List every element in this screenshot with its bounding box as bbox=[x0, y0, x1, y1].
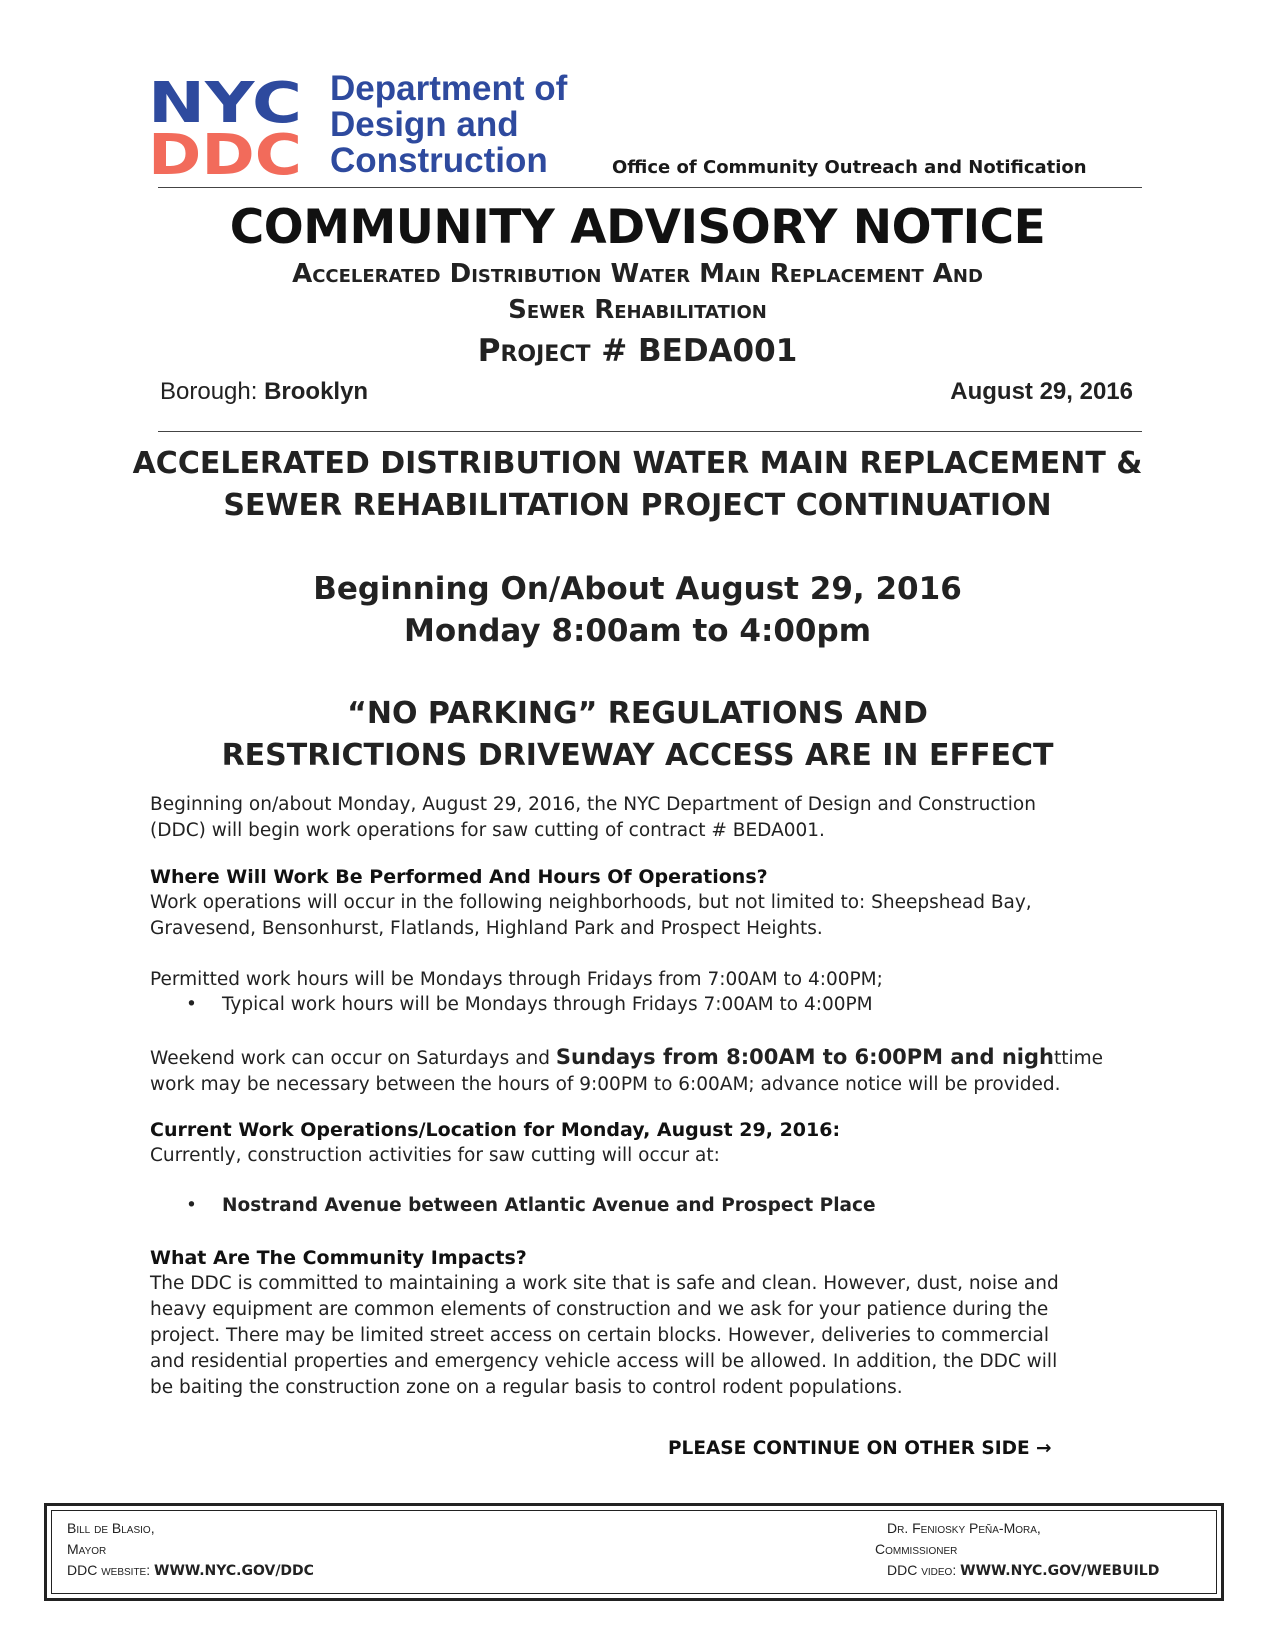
parking-notice bbox=[0, 693, 1275, 777]
continue-note: PLEASE CONTINUE ON OTHER SIDE → bbox=[668, 1438, 1052, 1459]
schedule-line2: Monday 8:00am to 4:00pm bbox=[404, 613, 871, 649]
website-url[interactable]: WWW.NYC.GOV/DDC bbox=[154, 1563, 314, 1579]
page-title: COMMUNITY ADVISORY NOTICE bbox=[229, 200, 1046, 255]
video-url[interactable]: WWW.NYC.GOV/WEBUILD bbox=[960, 1563, 1160, 1579]
where-paragraph bbox=[150, 890, 1130, 942]
schedule-line1: Beginning On/About August 29, 2016 bbox=[313, 571, 962, 607]
header-divider bbox=[158, 187, 1142, 188]
headline bbox=[0, 443, 1275, 527]
weekend-part2: Sundays from 8:00AM to 6:00PM and nigh bbox=[555, 1045, 1054, 1069]
impacts-heading: What Are The Community Impacts? bbox=[150, 1247, 527, 1269]
borough bbox=[160, 378, 368, 406]
bullet-icon: • bbox=[186, 1195, 197, 1216]
intro-paragraph bbox=[150, 792, 1130, 844]
where-line2: Gravesend, Bensonhurst, Flatlands, Highland Park and Prospect Heights. bbox=[150, 918, 823, 939]
impacts-line5: be baiting the construction zone on a regular basis to control rodent populations. bbox=[150, 1377, 903, 1398]
headline-line2: SEWER REHABILITATION PROJECT CONTINUATION bbox=[223, 488, 1052, 523]
weekend-paragraph bbox=[150, 1044, 1130, 1098]
footer-box bbox=[44, 1503, 1224, 1601]
weekend-line1 bbox=[150, 1044, 1130, 1072]
impacts-line3: project. There may be limited street access on certain blocks. However, deliveries to commercial bbox=[150, 1325, 1050, 1346]
parking-line2: RESTRICTIONS DRIVEWAY ACCESS ARE IN EFFECT bbox=[221, 738, 1054, 773]
typical-hours: Typical work hours will be Mondays through Fridays 7:00AM to 4:00PM bbox=[222, 994, 873, 1015]
weekend-part3: ttime bbox=[1053, 1048, 1104, 1069]
impacts-line1: The DDC is committed to maintaining a work site that is safe and clean. However, dust, noise and bbox=[150, 1273, 1059, 1294]
logo-ddc-text: DDC bbox=[148, 123, 302, 176]
impacts-line2: heavy equipment are common elements of construction and we ask for your patience during the bbox=[150, 1299, 1049, 1320]
website bbox=[67, 1562, 314, 1579]
logo-name-line2: Design and bbox=[330, 105, 519, 144]
headline-line1: ACCELERATED DISTRIBUTION WATER MAIN REPLACEMENT & bbox=[132, 446, 1143, 481]
borough-value: Brooklyn bbox=[264, 378, 369, 405]
website-label: DDC website: bbox=[67, 1562, 155, 1578]
title-divider bbox=[158, 431, 1142, 432]
nyc-ddc-logo bbox=[148, 76, 304, 176]
work-location: Nostrand Avenue between Atlantic Avenue and Prospect Place bbox=[222, 1195, 876, 1216]
permitted-hours: Permitted work hours will be Mondays through Fridays from 7:00AM to 4:00PM; bbox=[150, 969, 883, 990]
commissioner-name: Dr. Feniosky Peña-Mora, bbox=[887, 1520, 1041, 1536]
footer-inner-border bbox=[51, 1510, 1217, 1594]
mayor-name: Bill de Blasio, bbox=[67, 1520, 155, 1536]
impacts-line4: and residential properties and emergency vehicle access will be allowed. In addition, the DDC will bbox=[150, 1351, 1058, 1372]
parking-line1: “NO PARKING” REGULATIONS AND bbox=[347, 696, 928, 731]
weekend-line2: work may be necessary between the hours of 9:00PM to 6:00AM; advance notice will be provided. bbox=[150, 1074, 1061, 1095]
intro-line1: Beginning on/about Monday, August 29, 2016, the NYC Department of Design and Construction bbox=[150, 794, 1036, 815]
notice-date: August 29, 2016 bbox=[950, 378, 1133, 405]
logo-name-line1: Department of bbox=[330, 69, 568, 108]
current-line: Currently, construction activities for saw cutting will occur at: bbox=[150, 1145, 720, 1166]
video bbox=[887, 1562, 1159, 1579]
logo-name-line3: Construction bbox=[330, 141, 548, 180]
schedule bbox=[0, 568, 1275, 652]
mayor-title: Mayor bbox=[67, 1541, 107, 1557]
office-name: Office of Community Outreach and Notification bbox=[612, 157, 1087, 178]
weekend-part1: Weekend work can occur on Saturdays and bbox=[150, 1048, 556, 1069]
where-line1: Work operations will occur in the following neighborhoods, but not limited to: Sheepshead Bay, bbox=[150, 892, 1032, 913]
video-label: DDC video: bbox=[887, 1562, 961, 1578]
impacts-paragraph bbox=[150, 1271, 1130, 1401]
logo-nyc-text: NYC bbox=[148, 76, 302, 136]
where-heading: Where Will Work Be Performed And Hours Of Operations? bbox=[150, 866, 768, 888]
subtitle-line2: Sewer Rehabilitation bbox=[508, 295, 767, 325]
project-number: Project # BEDA001 bbox=[477, 333, 798, 369]
intro-line2: (DDC) will begin work operations for saw cutting of contract # BEDA001. bbox=[150, 820, 825, 841]
commissioner-title: Commissioner bbox=[875, 1541, 958, 1557]
current-heading: Current Work Operations/Location for Monday, August 29, 2016: bbox=[150, 1119, 841, 1141]
borough-label: Borough: bbox=[160, 378, 265, 405]
bullet-icon: • bbox=[186, 994, 197, 1015]
subtitle-line1: Accelerated Distribution Water Main Replacement And bbox=[292, 259, 983, 289]
